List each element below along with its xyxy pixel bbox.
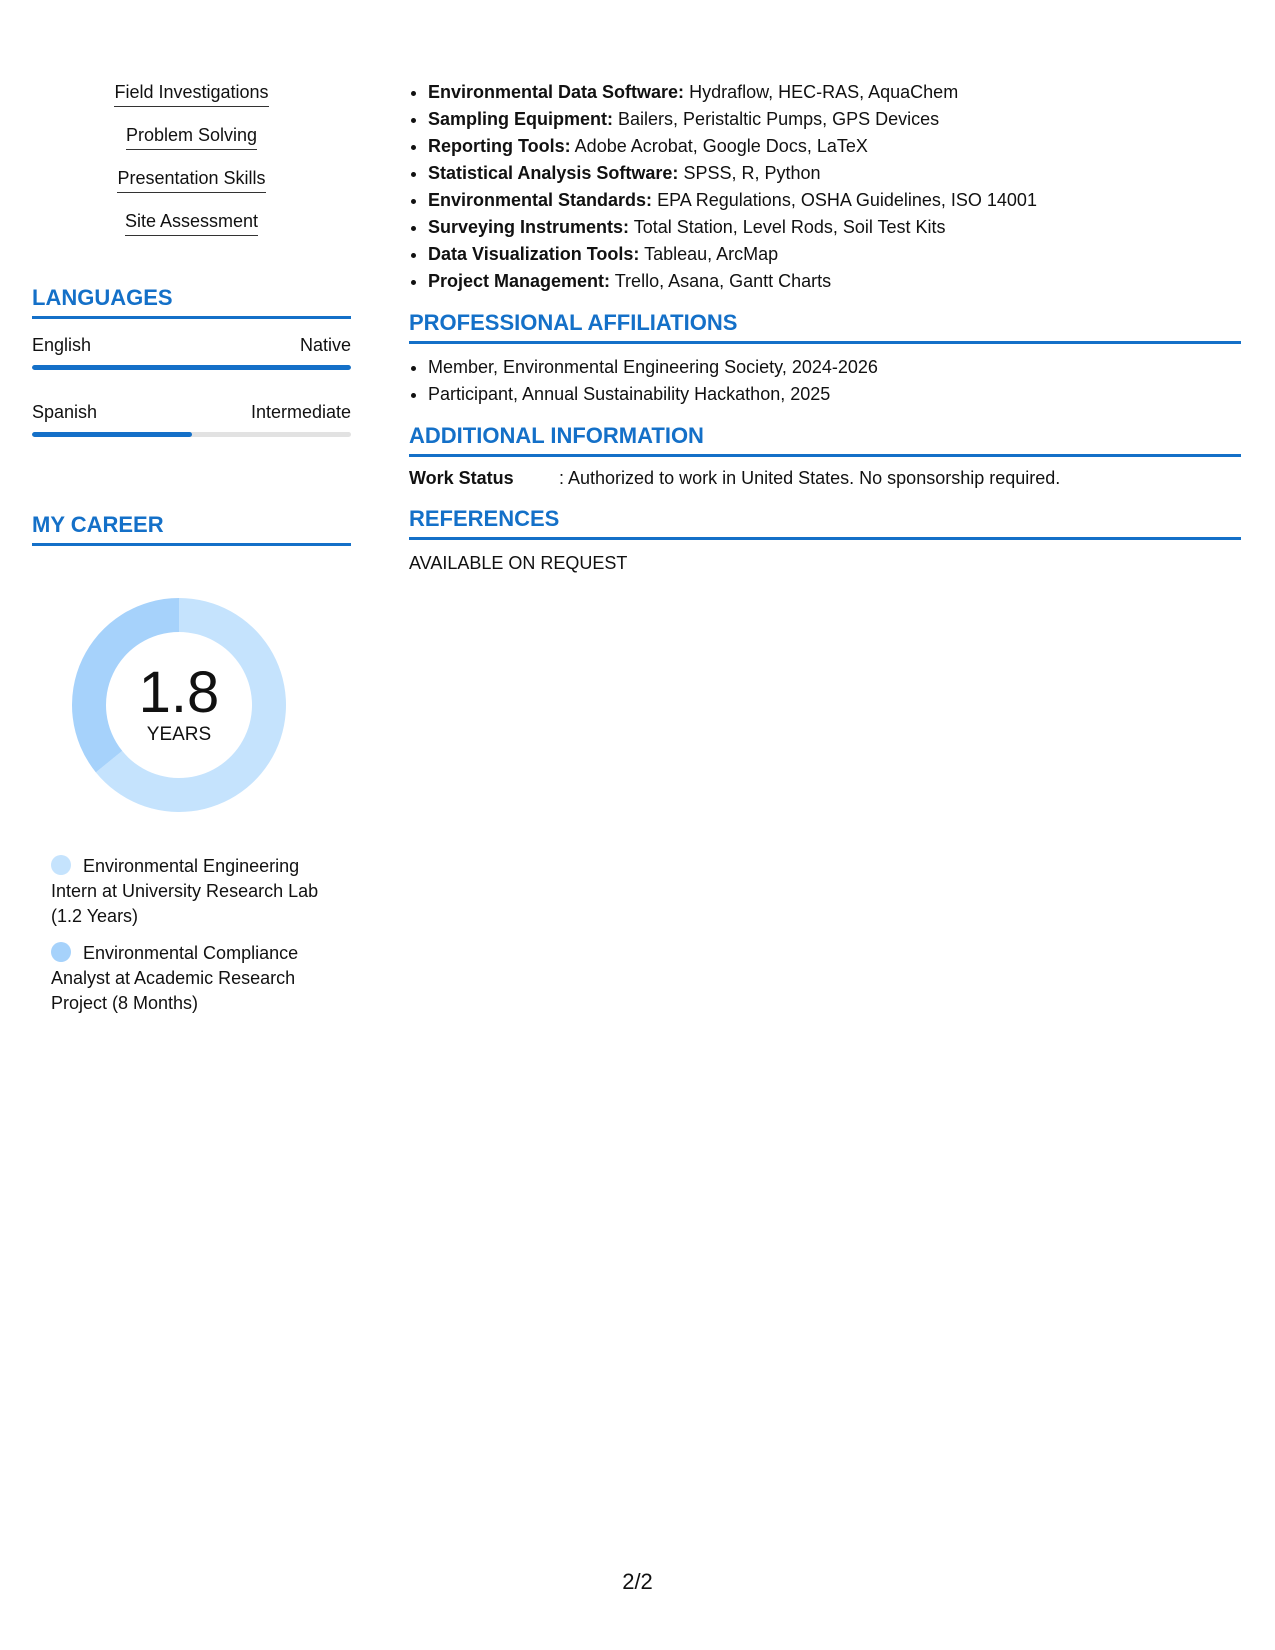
legend-label: Environmental Engineering Intern at University Research Lab (1.2 Years) [51, 856, 319, 926]
tool-item [428, 160, 1241, 187]
work-status-label: Work Status [409, 468, 514, 488]
legend-dot-icon [51, 942, 71, 962]
legend-label: Environmental Compliance Analyst at Academic Research Project (8 Months) [51, 943, 299, 1013]
career-total-unit: YEARS [146, 724, 212, 745]
left-column [32, 80, 351, 1028]
donut-center [64, 590, 294, 820]
skill-item: Presentation Skills [117, 166, 265, 193]
language-row [32, 333, 351, 370]
tool-value: Adobe Acrobat, Google Docs, LaTeX [574, 136, 868, 156]
tool-value: Tableau, ArcMap [644, 244, 779, 264]
page-number: 2/2 [622, 1569, 653, 1594]
language-row [32, 400, 351, 437]
languages-heading: LANGUAGES [32, 284, 351, 319]
language-name: Spanish [32, 402, 98, 422]
references-text: AVAILABLE ON REQUEST [409, 553, 628, 573]
career-total-years: 1.8 [138, 660, 220, 725]
language-bar-fill [32, 365, 351, 370]
tool-item [428, 187, 1241, 214]
language-text [32, 333, 351, 357]
affiliations-section [409, 309, 1241, 408]
tool-item [428, 268, 1241, 295]
tool-item [428, 133, 1241, 160]
skills-list [32, 80, 351, 236]
career-legend [32, 854, 351, 1016]
career-section [32, 511, 351, 1016]
tool-item [428, 106, 1241, 133]
tool-label: Reporting Tools: [428, 136, 571, 156]
legend-item [51, 854, 335, 929]
additional-info-heading: ADDITIONAL INFORMATION [409, 422, 1241, 457]
tool-item [428, 241, 1241, 268]
language-bar [32, 432, 351, 437]
tool-value: SPSS, R, Python [683, 163, 821, 183]
languages-section [32, 284, 351, 437]
work-status-value: : Authorized to work in United States. No sponsorship required. [559, 468, 1061, 488]
skill-item: Site Assessment [125, 209, 258, 236]
tool-value: Trello, Asana, Gantt Charts [614, 271, 832, 291]
additional-info-section [409, 422, 1241, 491]
tool-item [428, 79, 1241, 106]
references-heading: REFERENCES [409, 505, 1241, 540]
language-bar [32, 365, 351, 370]
tool-label: Project Management: [428, 271, 611, 291]
tool-label: Statistical Analysis Software: [428, 163, 679, 183]
affiliations-list [409, 354, 1241, 408]
language-name: English [32, 335, 92, 355]
work-status-row [409, 465, 1241, 491]
language-bar-fill [32, 432, 192, 437]
affiliation-item: • Participant, Annual Sustainability Hackathon, 2025 [428, 381, 1241, 408]
tool-label: Environmental Data Software: [428, 82, 685, 102]
skill-item: Problem Solving [126, 123, 257, 150]
tool-label: Data Visualization Tools: [428, 244, 640, 264]
legend-item [51, 941, 335, 1016]
references-section [409, 505, 1241, 576]
affiliations-heading: PROFESSIONAL AFFILIATIONS [409, 309, 1241, 344]
right-column [409, 79, 1241, 576]
career-donut-chart [64, 590, 294, 820]
tool-label: Surveying Instruments: [428, 217, 630, 237]
language-level: Intermediate [250, 402, 351, 422]
tool-value: Total Station, Level Rods, Soil Test Kits [633, 217, 946, 237]
legend-dot-icon [51, 855, 71, 875]
tool-label: Environmental Standards: [428, 190, 653, 210]
tools-list [409, 79, 1241, 295]
affiliation-item: • Member, Environmental Engineering Society, 2024-2026 [428, 354, 1241, 381]
tool-value: Bailers, Peristaltic Pumps, GPS Devices [618, 109, 940, 129]
tool-value: EPA Regulations, OSHA Guidelines, ISO 14001 [657, 190, 1037, 210]
tool-label: Sampling Equipment: [428, 109, 614, 129]
language-level: Native [299, 335, 351, 355]
skill-item: Field Investigations [114, 80, 268, 107]
language-text [32, 400, 351, 424]
tool-item [428, 214, 1241, 241]
career-heading: MY CAREER [32, 511, 351, 546]
tool-value: Hydraflow, HEC-RAS, AquaChem [689, 82, 959, 102]
